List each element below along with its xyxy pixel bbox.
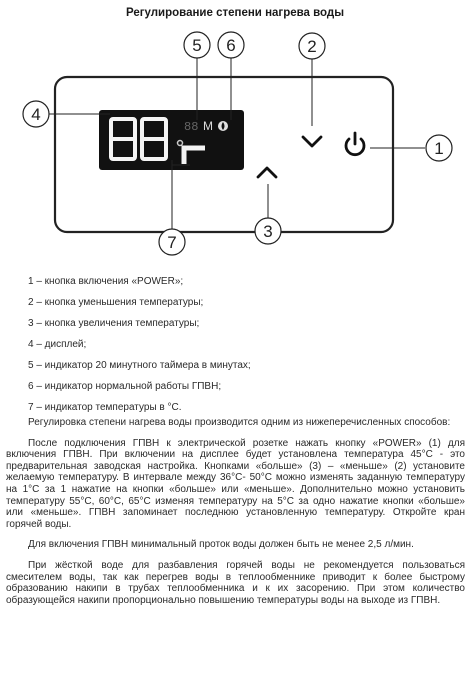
svg-text:6: 6 — [226, 36, 236, 55]
callout-4 — [23, 101, 49, 127]
paragraph-hard-water: При жёсткой воде для разбавления горячей воды не рекомендуется пользоваться смесителем воды, так как перегрев воды в теплообменнике приводит к более быстрому образованию накипи в трубах теплообменника и к их засорению. При этом количество образующейся накипи пропорционально повышению температуры воды на выходе из ГПВН. — [6, 559, 465, 606]
callout-5 — [184, 32, 210, 58]
callout-1 — [426, 135, 452, 161]
timer-unit: M — [203, 119, 213, 133]
legend-item-4: 4 – дисплей; — [28, 339, 87, 350]
paragraph-intro: Регулировка степени нагрева воды производится одним из нижеперечисленных способов: — [28, 417, 451, 428]
instructions-text — [6, 417, 465, 615]
svg-text:2: 2 — [307, 37, 317, 56]
legend-item-7: 7 – индикатор температуры в °С. — [28, 402, 182, 413]
control-panel-diagram — [0, 22, 470, 272]
main-digits-value: 88 — [0, 22, 2, 23]
svg-text:1: 1 — [434, 139, 444, 158]
svg-text:7: 7 — [167, 233, 177, 252]
svg-text:4: 4 — [31, 105, 41, 124]
svg-text:3: 3 — [263, 222, 273, 241]
svg-text:5: 5 — [192, 36, 202, 55]
callout-2 — [299, 33, 325, 59]
callout-3 — [255, 218, 281, 244]
page-title: Регулирование степени нагрева воды — [125, 7, 345, 19]
legend-item-1: 1 – кнопка включения «POWER»; — [28, 276, 184, 287]
legend-item-2: 2 – кнопка уменьшения температуры; — [28, 297, 204, 308]
callout-6 — [218, 32, 244, 58]
legend-item-5: 5 – индикатор 20 минутного таймера в минутах; — [28, 360, 251, 371]
paragraph-min-flow: Для включения ГПВН минимальный проток воды должен быть не менее 2,5 л/мин. — [28, 539, 414, 551]
legend-item-3: 3 – кнопка увеличения температуры; — [28, 318, 200, 329]
paragraph-power-on: После подключения ГПВН к электрической розетке нажать кнопку «POWER» (1) для включения ГПВН. При включении на дисплее будет установлена температура 45°С - это предварительная заводская настройка. Кнопками «больше» (3) – «меньше» (2) установите желаемую температуру. В интервале между 36°С- 50°С можно изменять заданную температуру на 1°С за 1 нажатие на кнопки «больше» или «меньше». Дополнительно можно установить температуру 55°С, 60°С, 65°С изменяя температуру на 5°С за одно нажатие кнопки «больше» или «меньше». ГПВН запоминает последнюю установленную температуру. Откройте кран горячей воды. — [6, 437, 465, 530]
legend-list — [28, 275, 251, 422]
flame-icon — [218, 121, 228, 131]
callout-7 — [159, 229, 185, 255]
timer-digits: 88 — [184, 120, 199, 134]
legend-item-6: 6 – индикатор нормальной работы ГПВН; — [28, 381, 222, 392]
